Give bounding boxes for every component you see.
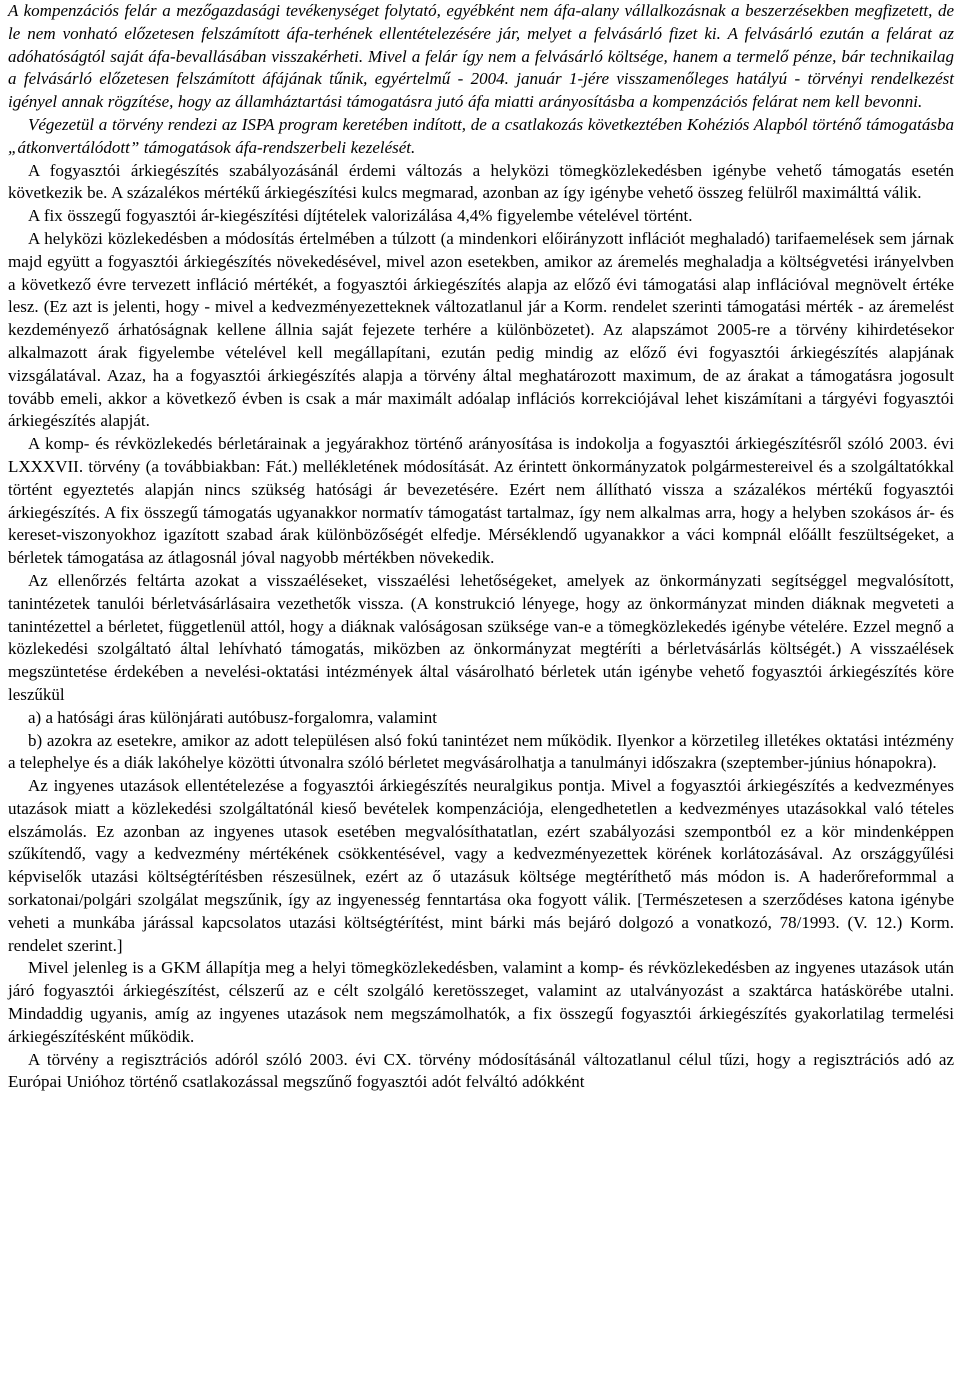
- paragraph-audit-findings: Az ellenőrzés feltárta azokat a visszaéléseket, visszaélési lehetőségeket, amelyek az önkormányzati segítséggel megvalósított, tanintézetek tanulói bérletvásárlásaira vezethetők vissza. (A konstrukció lényege, hogy az önkormányzat minden diáknak megveteti a tanintézettel a bérletet, függetlenül attól, hogy a diáknak valóságosan szüksége van-e a tömegközlekedés igénybe vételére. Ezzel megnő a közlekedési szolgáltató által lehívható támogatás, miközben az önkormányzat megtéríti a bérletvásárlás költségét.) A visszaélések megszüntetése érdekében a nevelési-oktatási intézmények által vásárolható bérletek után igénybe vehető fogyasztói árkiegészítés köre leszűkül: [8, 570, 954, 704]
- paragraph-ferry-transport: A komp- és révközlekedés bérletárainak a jegyárakhoz történő arányosítása is indokolja a fogyasztói árkiegészítésről szóló 2003. évi LXXXVII. törvény (a továbbiakban: Fát.) mellékletének módosítását. Az érintett önkormányzatok polgármestereivel és a szolgáltatókkal történt egyeztetés alapján nincs szükség hatósági ár bevezetésére. Ezért nem állítható vissza a százalékos mértékű fogyasztói árkiegészítés. A fix összegű támogatás ugyanakkor normatív támogatást tartalmaz, így nem alkalmas arra, hogy a helyben szokásos ár- és kereset-viszonyokhoz igazított szabad árak különbözőségét elfedje. Mérséklendő ugyanakkor a váci kompnál előállt feszültségeket, a bérletek támogatása az átlagosnál jóval nagyobb mértékben növekedik.: [8, 434, 954, 568]
- paragraph-compensation-surcharge: A kompenzációs felár a mezőgazdasági tevékenységet folytató, egyébként nem áfa-alany vállalkozásnak a beszerzésekben megfizetett, de le nem vonható előzetesen felszámított áfa-terhének ellentételezésére jár, melyet a felvásárló fizet ki. A felvásárló ezután a felárat az adóhatóságtól saját áfa-bevallásában visszakérheti. Mivel a felár így nem a felvásárló költsége, hanem a termelő pénze, bár technikailag a felvásárló előzetesen felszámított áfájának tűnik, egyértelmű - 2004. január 1-jére visszamenőleges hatályú - törvényi rendelkezést igényel annak rögzítése, hogy az államháztartási támogatásra jutó áfa miatti arányosításba a kompenzációs felárat nem kell bevonni.: [8, 1, 954, 112]
- paragraph-free-travel: Az ingyenes utazások ellentételezése a fogyasztói árkiegészítés neuralgikus pontja. Mivel a fogyasztói árkiegészítés a kedvezményes utazások miatt a közlekedési szolgáltatónál kieső bevételek kompenzációja, elengedhetetlen a kedvezményes utazásokkal való tételes elszámolás. Ez azonban az ingyenes utasok esetében megvalósíthatatlan, ezért szabályozási szempontból ez a kör mindenképpen szűkítendő, vagy a kedvezmény mértékének csökkentésével, vagy a kedvezményezettek körének korlátozásával. Az országgyűlési képviselők utazási költségtérítésben részesülnek, ezért az ő utazásuk költsége megtéríthető más módon is. A haderőreformmal a sorkatonai/polgári szolgálat megszűnik, így az ingyenesség fenntartása oka fogyott válik. [Természetesen a szerződéses katona igénybe veheti a munkába járással kapcsolatos utazási költségtérítést, mint bárki más bejáró dolgozó a vonatkozó, 78/1993. (V. 12.) Korm. rendelet szerint.]: [8, 776, 954, 955]
- paragraph-intercity-transport: A helyközi közlekedésben a módosítás értelmében a túlzott (a mindenkori előirányzott inflációt meghaladó) tarifaemelések sem járnak majd együtt a fogyasztói árkiegészítés növekedésével, mivel azon esetekben, amikor az áremelés meghaladja a költségvetési irányelvben a következő évre tervezett infláció mértékét, a fogyasztói árkiegészítés alapja az előző évi támogatási alap inflációval megnövelt értéke lesz. (Ez azt is jelenti, hogy - mivel a kedvezményezetteknek változatlanul jár a Korm. rendelet szerinti támogatási mérték - az áremelést kezdeményező árhatóságnak kellene állnia saját fejezete terhére a különbözetet). Az alapszámot 2005-re a törvény kihirdetésekor alkalmazott árak figyelembe vételével kell megállapítani, ezután pedig mindig az előző évi fogyasztói árkiegészítés alapjának vizsgálatával. Azaz, ha a fogyasztói árkiegészítés alapja a törvény által meghatározott maximum, de az árakat a támogatásra jogosult tovább emeli, akkor a következő évben is csak a már maximált adóalap inflációs korrekciójával lehet kiszámítani a tárgyévi fogyasztói árkiegészítés alapját.: [8, 228, 954, 431]
- list-item-b: b) azokra az esetekre, amikor az adott településen alsó fokú tanintézet nem működik. Ilyenkor a körzetileg illetékes oktatási intézmény a telephelye és a diák lakóhelye közötti útvonalra szóló bérletet megvásárolhatja a tanulmányi időszakra (szeptember-június hónapokra).: [8, 730, 954, 773]
- paragraph-gkm-authority: Mivel jelenleg is a GKM állapítja meg a helyi tömegközlekedésben, valamint a komp- és révközlekedésben az ingyenes utazások után járó fogyasztói árkiegészítést, célszerű az e célt szolgáló keretösszeget, valamint az utalványozást a szaktárca hatáskörébe utalni. Mindaddig ugyanis, amíg az ingyenes utazások nem megszámolhatók, a fix összegű fogyasztói árkiegészítés gyakorlatilag termelési árkiegészítésként működik.: [8, 958, 954, 1046]
- paragraph-registration-tax: A törvény a regisztrációs adóról szóló 2003. évi CX. törvény módosításánál változatlanul célul tűzi, hogy a regisztrációs adó az Európai Unióhoz történő csatlakozással megszűnő fogyasztói adót felváltó adókként: [8, 1049, 954, 1092]
- paragraph-ispa-program: Végezetül a törvény rendezi az ISPA program keretében indított, de a csatlakozás következtében Kohéziós Alapból történő támogatásba „átkonvertálódott” támogatások áfa-rendszerbeli kezelését.: [8, 114, 954, 157]
- paragraph-price-supplement-regulation: A fogyasztói árkiegészítés szabályozásánál érdemi változás a helyközi tömegközlekedésben igénybe vehető támogatás esetén következik be. A százalékos mértékű árkiegészítési kulcs megmarad, azonban az így igénybe vehető összeg felülről maximálttá válik.: [8, 160, 954, 203]
- list-item-a: a) a hatósági áras különjárati autóbusz-forgalomra, valamint: [28, 707, 437, 727]
- paragraph-fixed-fee-valorization: A fix összegű fogyasztói ár-kiegészítési díjtételek valorizálása 4,4% figyelembe vételével történt.: [28, 206, 693, 226]
